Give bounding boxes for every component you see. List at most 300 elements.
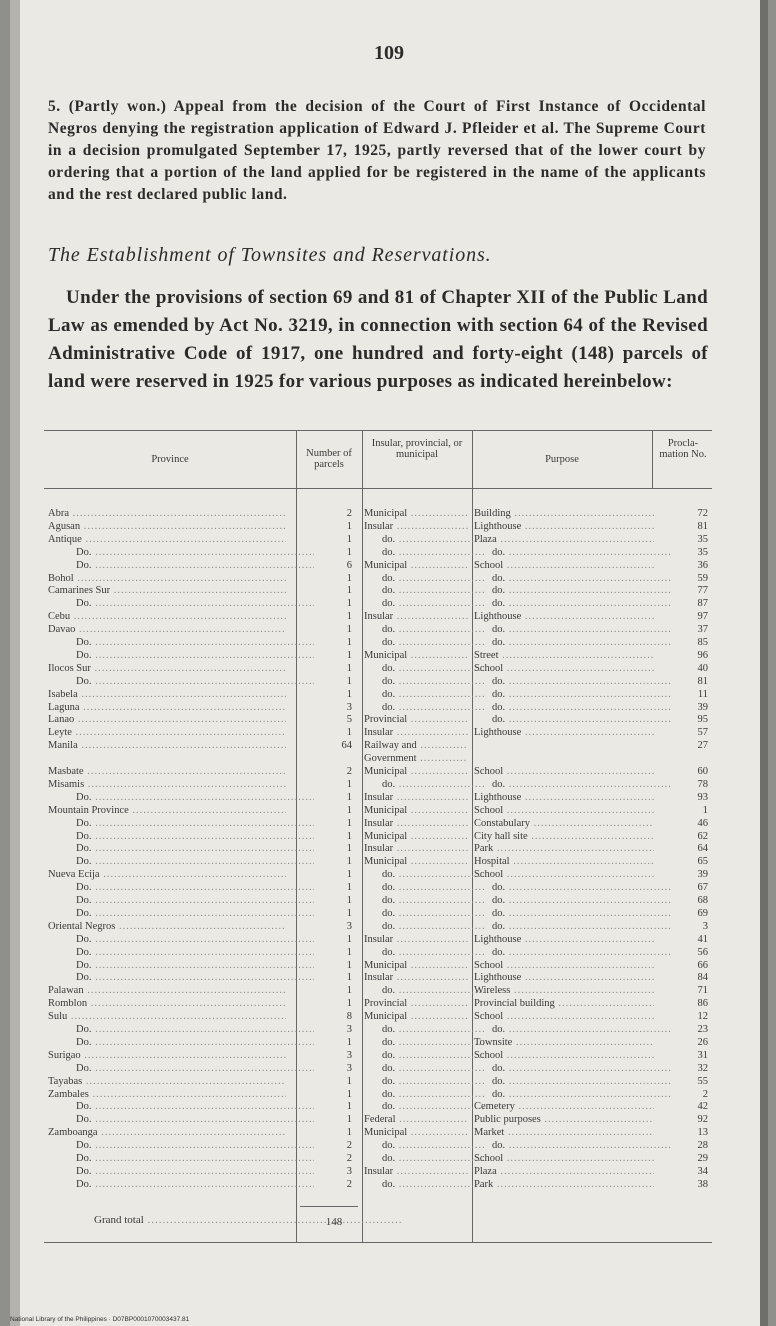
cell-number-of-parcels: 8 — [346, 1011, 352, 1023]
cell-level: do. ..... — [364, 1153, 486, 1165]
cell-proclamation-no: 87 — [697, 598, 708, 610]
cell-level: do. ..... — [364, 637, 486, 649]
cell-proclamation-no: 81 — [697, 675, 708, 687]
cell-province: Cebu ..... — [48, 611, 286, 623]
grand-total-label: Grand total ..... — [94, 1214, 403, 1226]
cell-level: Railway and ..... — [364, 740, 468, 752]
cell-level: Provincial ..... — [364, 998, 468, 1010]
table-row — [44, 676, 712, 688]
cell-province: Do. ..... — [48, 1179, 314, 1191]
table-row — [44, 856, 712, 868]
cell-purpose: Lighthouse ..... — [474, 521, 654, 533]
cell-number-of-parcels: 1 — [346, 946, 352, 958]
cell-purpose: do. ..... — [474, 908, 672, 920]
cell-province: Masbate ..... — [48, 766, 286, 778]
cell-number-of-parcels: 1 — [346, 907, 352, 919]
cell-proclamation-no: 64 — [697, 843, 708, 855]
table-row — [44, 637, 712, 649]
cell-proclamation-no: 29 — [697, 1153, 708, 1164]
cell-number-of-parcels: 1 — [346, 598, 352, 610]
cell-province: Lanao ..... — [48, 714, 286, 726]
cell-level: Municipal ..... — [364, 766, 468, 778]
cell-purpose: School ..... — [474, 1011, 654, 1023]
cell-purpose: Cemetery ..... — [474, 1101, 654, 1113]
cell-proclamation-no: 62 — [697, 830, 708, 842]
cell-level: Insular ..... — [364, 1166, 468, 1178]
cell-province: Mountain Province ..... — [48, 805, 286, 817]
cell-purpose: Building ..... — [474, 508, 654, 520]
cell-province: Do. ..... — [48, 843, 314, 855]
cell-proclamation-no: 46 — [697, 817, 708, 829]
table-row — [44, 1024, 712, 1036]
cell-level: Municipal ..... — [364, 1127, 468, 1139]
cell-province: Do. ..... — [48, 1140, 314, 1152]
paragraph-appeal-case: 5. (Partly won.) Appeal from the decision of the Court of First Instance of Occidental Negros denying the registration application of Edward J. Pfleider et al. The Supreme Court in a decision promulgated September 17, 1925, partly reversed that of the lower court by ordering that a portion of the land applied for be registered in the name of the applicants and the rest declared public land. — [48, 98, 706, 203]
cell-province: Do. ..... — [48, 676, 314, 688]
table-row — [44, 624, 712, 636]
cell-level: do. ..... — [364, 689, 486, 701]
cell-number-of-parcels: 1 — [346, 1088, 352, 1100]
cell-purpose: do. ..... — [474, 624, 672, 636]
cell-province: Davao ..... — [48, 624, 286, 636]
cell-purpose: Hospital ..... — [474, 856, 654, 868]
table-row — [44, 882, 712, 894]
cell-purpose: School ..... — [474, 1153, 654, 1165]
cell-level: Municipal ..... — [364, 650, 468, 662]
cell-purpose: School ..... — [474, 805, 654, 817]
library-footer: National Library of the Philippines · D07BP0001070003437.81 — [10, 1316, 190, 1323]
paragraph-reservations-intro — [48, 284, 708, 396]
cell-number-of-parcels: 1 — [346, 791, 352, 803]
cell-number-of-parcels: 1 — [346, 675, 352, 687]
table-row — [44, 1101, 712, 1113]
cell-proclamation-no: 39 — [697, 869, 708, 881]
cell-province: Isabela ..... — [48, 689, 286, 701]
grand-total-value: 148 — [325, 1216, 343, 1228]
cell-purpose: do. ..... — [474, 547, 672, 559]
cell-purpose: Lighthouse ..... — [474, 934, 654, 946]
table-row — [44, 908, 712, 920]
cell-number-of-parcels: 1 — [346, 830, 352, 842]
cell-proclamation-no: 23 — [697, 1024, 708, 1035]
cell-level: do. ..... — [364, 702, 486, 714]
cell-proclamation-no: 77 — [697, 585, 708, 597]
reservations-table — [44, 430, 712, 1245]
cell-level: do. ..... — [364, 1063, 486, 1075]
cell-purpose: School ..... — [474, 869, 654, 881]
table-row — [44, 534, 712, 546]
cell-proclamation-no: 85 — [697, 637, 708, 648]
cell-level: Government ..... — [364, 753, 468, 765]
cell-number-of-parcels: 6 — [346, 559, 352, 571]
table-row — [44, 1114, 712, 1126]
cell-level: do. ..... — [364, 1089, 486, 1101]
cell-number-of-parcels: 1 — [346, 972, 352, 984]
cell-purpose: Public purposes ..... — [474, 1114, 654, 1126]
cell-proclamation-no: 81 — [697, 520, 708, 532]
header-insular-provincial-municipal: Insular, provincial, or municipal — [371, 438, 463, 460]
table-row — [44, 650, 712, 662]
cell-province: Do. ..... — [48, 560, 314, 572]
cell-number-of-parcels: 3 — [346, 1024, 352, 1035]
cell-proclamation-no: 84 — [697, 972, 708, 984]
cell-number-of-parcels: 2 — [346, 1153, 352, 1164]
cell-number-of-parcels: 1 — [346, 895, 352, 906]
cell-level: do. ..... — [364, 1179, 486, 1191]
cell-purpose: do. ..... — [474, 895, 672, 907]
cell-purpose: do. ..... — [474, 598, 672, 610]
cell-number-of-parcels: 1 — [346, 959, 352, 971]
table-row — [44, 792, 712, 804]
table-row — [44, 1179, 712, 1191]
cell-level: Insular ..... — [364, 792, 468, 804]
cell-proclamation-no: 72 — [697, 508, 708, 519]
cell-level: Municipal ..... — [364, 1011, 468, 1023]
table-row — [44, 1089, 712, 1101]
cell-purpose: Plaza ..... — [474, 534, 654, 546]
cell-province: Do. ..... — [48, 895, 314, 907]
cell-number-of-parcels: 1 — [346, 843, 352, 855]
cell-level: do. ..... — [364, 1050, 486, 1062]
cell-province: Antique ..... — [48, 534, 286, 546]
table-row — [44, 1127, 712, 1139]
cell-purpose: School ..... — [474, 663, 654, 675]
cell-proclamation-no: 35 — [697, 546, 708, 558]
cell-level: do. ..... — [364, 779, 486, 791]
cell-proclamation-no: 41 — [697, 933, 708, 945]
cell-level: do. ..... — [364, 1076, 486, 1088]
cell-number-of-parcels: 1 — [346, 727, 352, 739]
cell-province: Do. ..... — [48, 1101, 314, 1113]
cell-number-of-parcels: 1 — [346, 869, 352, 881]
cell-level: Provincial ..... — [364, 714, 468, 726]
cell-province: Do. ..... — [48, 947, 314, 959]
cell-level: Insular ..... — [364, 611, 468, 623]
table-row — [44, 972, 712, 984]
cell-purpose: Park ..... — [474, 843, 654, 855]
cell-province: Do. ..... — [48, 831, 314, 843]
cell-proclamation-no: 32 — [697, 1062, 708, 1074]
cell-number-of-parcels: 1 — [346, 688, 352, 700]
cell-number-of-parcels: 1 — [346, 882, 352, 894]
cell-proclamation-no: 35 — [697, 533, 708, 545]
cell-province: Do. ..... — [48, 856, 314, 868]
cell-level: do. ..... — [364, 663, 486, 675]
cell-number-of-parcels: 1 — [346, 533, 352, 545]
cell-proclamation-no: 93 — [697, 791, 708, 803]
cell-level: do. ..... — [364, 547, 486, 559]
cell-purpose: do. ..... — [474, 689, 672, 701]
section-heading: The Establishment of Townsites and Reservations. — [48, 244, 492, 266]
cell-number-of-parcels: 1 — [346, 817, 352, 829]
cell-level: Insular ..... — [364, 818, 468, 830]
header-proclamation-no: Procla-mation No. — [659, 438, 707, 460]
cell-number-of-parcels: 1 — [346, 985, 352, 997]
cell-purpose: Wireless ..... — [474, 985, 654, 997]
cell-level: Municipal ..... — [364, 560, 468, 572]
cell-number-of-parcels: 3 — [346, 1165, 352, 1177]
table-row — [44, 611, 712, 623]
cell-number-of-parcels: 1 — [346, 572, 352, 584]
cell-number-of-parcels: 1 — [346, 637, 352, 648]
cell-proclamation-no: 27 — [697, 740, 708, 752]
cell-province: Zamboanga ..... — [48, 1127, 286, 1139]
table-row — [44, 818, 712, 830]
cell-proclamation-no: 2 — [702, 1088, 708, 1100]
cell-province: Romblon ..... — [48, 998, 286, 1010]
cell-province: Nueva Ecija ..... — [48, 869, 286, 881]
cell-number-of-parcels: 1 — [346, 778, 352, 790]
cell-purpose: do. ..... — [474, 714, 672, 726]
cell-proclamation-no: 96 — [697, 649, 708, 661]
cell-level: Insular ..... — [364, 521, 468, 533]
cell-proclamation-no: 38 — [697, 1178, 708, 1190]
cell-level: do. ..... — [364, 882, 486, 894]
table-row — [44, 766, 712, 778]
table-row — [44, 1063, 712, 1075]
cell-province: Surigao ..... — [48, 1050, 286, 1062]
cell-purpose: do. ..... — [474, 882, 672, 894]
paragraph-reservations-text: Under the provisions of section 69 and 81 of Chapter XII of the Public Land Law as emended by Act No. 3219, in connection with section 64 of the Revised Administrative Code of 1917, one hundred and forty-eight (148) parcels of land were reserved in 1925 for various purposes as indicated hereinbelow: — [48, 287, 708, 392]
cell-proclamation-no: 57 — [697, 727, 708, 739]
cell-number-of-parcels: 1 — [346, 1075, 352, 1087]
cell-province: Palawan ..... — [48, 985, 286, 997]
cell-province: Agusan ..... — [48, 521, 286, 533]
table-row — [44, 869, 712, 881]
cell-proclamation-no: 40 — [697, 662, 708, 674]
cell-purpose: do. ..... — [474, 585, 672, 597]
cell-purpose: Lighthouse ..... — [474, 792, 654, 804]
cell-level: do. ..... — [364, 869, 486, 881]
cell-level: do. ..... — [364, 676, 486, 688]
cell-proclamation-no: 31 — [697, 1049, 708, 1061]
cell-number-of-parcels: 1 — [346, 1114, 352, 1126]
document-page — [10, 0, 768, 1326]
table-row — [44, 1166, 712, 1178]
page-right-edge — [760, 0, 768, 1326]
cell-number-of-parcels: 2 — [346, 1140, 352, 1152]
table-row — [44, 998, 712, 1010]
table-row — [44, 934, 712, 946]
cell-level: do. ..... — [364, 1140, 486, 1152]
page-left-margin-shadow — [10, 0, 20, 1326]
cell-purpose: School ..... — [474, 766, 654, 778]
cell-level: Insular ..... — [364, 843, 468, 855]
cell-province: Do. ..... — [48, 792, 314, 804]
cell-level: Insular ..... — [364, 972, 468, 984]
cell-province: Do. ..... — [48, 934, 314, 946]
cell-number-of-parcels: 3 — [346, 701, 352, 713]
cell-level: Municipal ..... — [364, 960, 468, 972]
cell-proclamation-no: 71 — [697, 985, 708, 997]
cell-purpose: Street ..... — [474, 650, 654, 662]
cell-level: do. ..... — [364, 921, 486, 933]
cell-proclamation-no: 26 — [697, 1036, 708, 1048]
table-row — [44, 1037, 712, 1049]
cell-province: Zambales ..... — [48, 1089, 286, 1101]
cell-number-of-parcels: 2 — [346, 508, 352, 519]
cell-province: Do. ..... — [48, 1063, 314, 1075]
cell-proclamation-no: 60 — [697, 766, 708, 777]
cell-number-of-parcels: 1 — [346, 1036, 352, 1048]
cell-level: Municipal ..... — [364, 805, 468, 817]
table-row — [44, 895, 712, 907]
cell-province: Misamis ..... — [48, 779, 286, 791]
table-row — [44, 508, 712, 520]
cell-number-of-parcels: 1 — [346, 624, 352, 636]
table-row — [44, 1011, 712, 1023]
cell-proclamation-no: 11 — [697, 688, 708, 700]
cell-province: Do. ..... — [48, 547, 314, 559]
cell-purpose: Lighthouse ..... — [474, 972, 654, 984]
cell-number-of-parcels: 3 — [346, 1049, 352, 1061]
cell-province: Do. ..... — [48, 1024, 314, 1036]
cell-purpose: Lighthouse ..... — [474, 611, 654, 623]
cell-level: do. ..... — [364, 985, 486, 997]
cell-proclamation-no: 69 — [697, 907, 708, 919]
cell-province: Do. ..... — [48, 637, 314, 649]
table-row — [44, 1076, 712, 1088]
cell-purpose: School ..... — [474, 1050, 654, 1062]
header-purpose: Purpose — [545, 454, 579, 465]
cell-proclamation-no: 1 — [702, 804, 708, 816]
cell-province: Laguna ..... — [48, 702, 286, 714]
cell-level: Municipal ..... — [364, 508, 468, 520]
cell-purpose: do. ..... — [474, 637, 672, 649]
cell-level: Municipal ..... — [364, 856, 468, 868]
cell-proclamation-no: 66 — [697, 959, 708, 971]
cell-province: Oriental Negros ..... — [48, 921, 286, 933]
table-row — [44, 921, 712, 933]
cell-number-of-parcels: 1 — [346, 933, 352, 945]
cell-number-of-parcels: 1 — [346, 662, 352, 674]
cell-province: Do. ..... — [48, 650, 314, 662]
table-row — [44, 663, 712, 675]
table-row — [44, 1140, 712, 1152]
table-row — [44, 805, 712, 817]
cell-number-of-parcels: 1 — [346, 585, 352, 597]
cell-proclamation-no: 42 — [697, 1101, 708, 1113]
cell-level: do. ..... — [364, 908, 486, 920]
table-row — [44, 727, 712, 739]
cell-purpose: do. ..... — [474, 573, 672, 585]
cell-purpose: do. ..... — [474, 1076, 672, 1088]
cell-proclamation-no: 95 — [697, 714, 708, 726]
cell-level: do. ..... — [364, 585, 486, 597]
table-row — [44, 689, 712, 701]
cell-purpose: do. ..... — [474, 921, 672, 933]
cell-proclamation-no: 65 — [697, 856, 708, 868]
table-row — [44, 779, 712, 791]
cell-purpose: do. ..... — [474, 779, 672, 791]
cell-province: Do. ..... — [48, 960, 314, 972]
cell-level: do. ..... — [364, 1101, 486, 1113]
cell-purpose: Constabulary ..... — [474, 818, 654, 830]
cell-purpose: do. ..... — [474, 1089, 672, 1101]
header-province: Province — [151, 454, 189, 465]
cell-province: Do. ..... — [48, 1153, 314, 1165]
cell-number-of-parcels: 1 — [346, 546, 352, 558]
cell-proclamation-no: 68 — [697, 895, 708, 906]
table-row — [44, 831, 712, 843]
cell-province: Sulu ..... — [48, 1011, 286, 1023]
cell-proclamation-no: 56 — [697, 946, 708, 958]
cell-level: do. ..... — [364, 1024, 486, 1036]
cell-province: Abra ..... — [48, 508, 286, 520]
header-number-of-parcels: Number of parcels — [306, 448, 352, 470]
cell-proclamation-no: 67 — [697, 882, 708, 894]
cell-purpose: Market ..... — [474, 1127, 654, 1139]
table-row — [44, 947, 712, 959]
cell-level: do. ..... — [364, 534, 486, 546]
cell-purpose: School ..... — [474, 560, 654, 572]
table-row — [44, 753, 712, 765]
cell-province: Do. ..... — [48, 1114, 314, 1126]
cell-province: Do. ..... — [48, 882, 314, 894]
cell-level: Municipal ..... — [364, 831, 468, 843]
table-row — [44, 714, 712, 726]
cell-proclamation-no: 39 — [697, 701, 708, 713]
cell-number-of-parcels: 3 — [346, 920, 352, 932]
cell-proclamation-no: 28 — [697, 1140, 708, 1152]
cell-purpose: Plaza ..... — [474, 1166, 654, 1178]
cell-province: Leyte ..... — [48, 727, 286, 739]
cell-proclamation-no: 59 — [697, 572, 708, 584]
table-row — [44, 985, 712, 997]
cell-proclamation-no: 37 — [697, 624, 708, 636]
cell-number-of-parcels: 2 — [346, 766, 352, 777]
cell-province: Do. ..... — [48, 1166, 314, 1178]
cell-level: Federal ..... — [364, 1114, 468, 1126]
cell-proclamation-no: 86 — [697, 998, 708, 1010]
table-row — [44, 960, 712, 972]
cell-level: Insular ..... — [364, 934, 468, 946]
cell-province: Manila ..... — [48, 740, 286, 752]
cell-purpose: School ..... — [474, 960, 654, 972]
cell-proclamation-no: 13 — [697, 1127, 708, 1139]
table-row — [44, 1153, 712, 1165]
cell-number-of-parcels: 2 — [346, 1178, 352, 1190]
cell-purpose: Townsite ..... — [474, 1037, 654, 1049]
table-row — [44, 560, 712, 572]
cell-number-of-parcels: 64 — [341, 740, 352, 752]
cell-proclamation-no: 34 — [697, 1165, 708, 1177]
cell-purpose: do. ..... — [474, 1024, 672, 1036]
table-row — [44, 585, 712, 597]
cell-province: Do. ..... — [48, 1037, 314, 1049]
table-row — [44, 573, 712, 585]
cell-number-of-parcels: 1 — [346, 611, 352, 623]
cell-level: Insular ..... — [364, 727, 468, 739]
cell-province: Camarines Sur ..... — [48, 585, 286, 597]
cell-province: Ilocos Sur ..... — [48, 663, 286, 675]
cell-purpose: do. ..... — [474, 947, 672, 959]
table-row — [44, 521, 712, 533]
cell-purpose: do. ..... — [474, 1140, 672, 1152]
cell-province: Do. ..... — [48, 908, 314, 920]
cell-province: Do. ..... — [48, 598, 314, 610]
cell-proclamation-no: 78 — [697, 778, 708, 790]
table-row — [44, 843, 712, 855]
cell-proclamation-no: 97 — [697, 611, 708, 623]
page-number: 109 — [374, 42, 404, 64]
cell-number-of-parcels: 5 — [346, 714, 352, 726]
cell-proclamation-no: 12 — [697, 1011, 708, 1023]
cell-number-of-parcels: 3 — [346, 1062, 352, 1074]
cell-number-of-parcels: 1 — [346, 1101, 352, 1113]
table-row — [44, 740, 712, 752]
cell-purpose: Lighthouse ..... — [474, 727, 654, 739]
